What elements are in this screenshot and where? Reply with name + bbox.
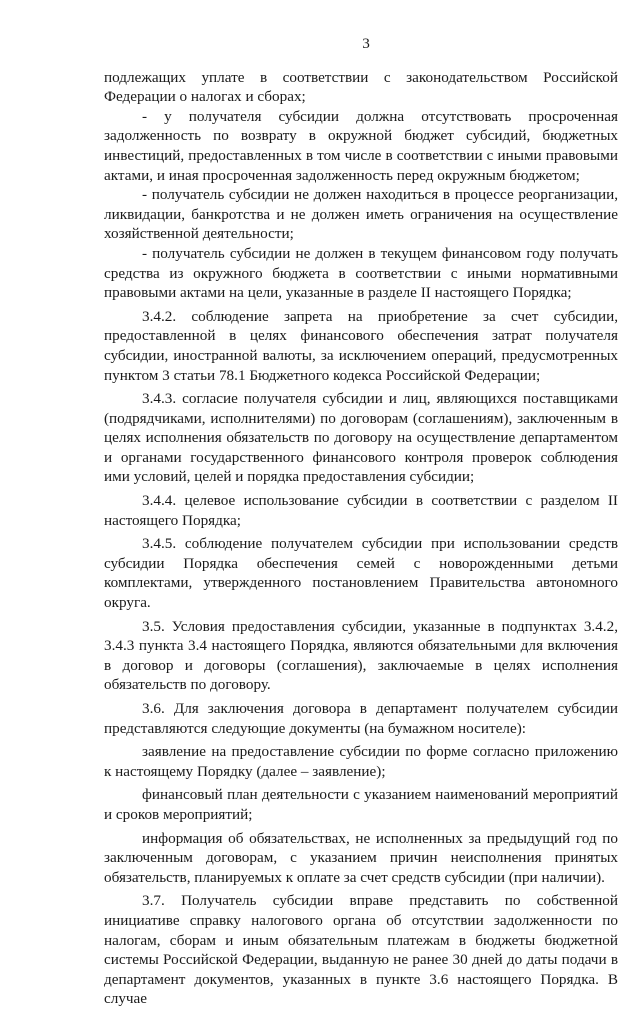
paragraph-3-7: 3.7. Получатель субсидии вправе представить по собственной инициативе справку налогового органа об отсутствии задолженности по налогам, сборам и иным обязательным платежам в бюджеты бюджетной системы Российской Федерации, выданную не ранее 30 дней до даты подачи в департамент документов, указанных в пункте 3.6 настоящего Порядка. В случае — [104, 892, 618, 1008]
paragraph-3-4-3: 3.4.3. согласие получателя субсидии и лиц, являющихся поставщиками (подрядчиками, исполнителями) по договорам (соглашениям), заключенным в целях исполнения обязательств по договору на осуществление департаментом и органами государственного финансового контроля проверок соблюдения ими условий, целей и порядка предоставления субсидии; — [104, 390, 618, 486]
paragraph-no-reorganization: - получатель субсидии не должен находиться в процессе реорганизации, ликвидации, банкротства и не должен иметь ограничения на осуществление хозяйственной деятельности; — [104, 186, 618, 243]
paragraph-3-4-2: 3.4.2. соблюдение запрета на приобретение за счет субсидии, предоставленной в целях финансового обеспечения затрат получателя субсидии, иностранной валюты, за исключением операций, предусмотренных пунктом 3 статьи 78.1 Бюджетного кодекса Российской Федерации; — [104, 307, 618, 384]
page-number: 3 — [362, 35, 370, 52]
paragraph-3-4-5: 3.4.5. соблюдение получателем субсидии при использовании средств субсидии Порядка обеспечения семей с новорожденными детьми комплектами, утвержденного постановлением Правительства автономного округа. — [104, 535, 618, 612]
paragraph-3-6: 3.6. Для заключения договора в департамент получателем субсидии представляются следующие документы (на бумажном носителе): — [104, 700, 618, 737]
paragraph-tax-continuation: подлежащих уплате в соответствии с законодательством Российской Федерации о налогах и сборах; — [104, 68, 618, 106]
paragraph-no-overdue-debt: - у получателя субсидии должна отсутствовать просроченная задолженность по возврату в окружной бюджет субсидий, бюджетных инвестиций, предоставленных в том числе в соответствии с иными правовыми актами, и иная просроченная задолженность перед окружным бюджетом; — [104, 107, 618, 184]
paragraph-3-4-4: 3.4.4. целевое использование субсидии в соответствии с разделом II настоящего Порядка; — [104, 492, 618, 529]
list-item-application: заявление на предоставление субсидии по форме согласно приложению к настоящему Порядку (далее – заявление); — [104, 743, 618, 780]
paragraph-3-5: 3.5. Условия предоставления субсидии, указанные в подпунктах 3.4.2, 3.4.3 пункта 3.4 настоящего Порядка, являются обязательными для включения в договор и договоры (соглашения), заключаемые в целях исполнения обязательств по договору. — [104, 617, 618, 694]
list-item-financial-plan: финансовый план деятельности с указанием наименований мероприятий и сроков мероприятий; — [104, 786, 618, 823]
paragraph-no-other-funds: - получатель субсидии не должен в текущем финансовом году получать средства из окружного бюджета в соответствии с иными нормативными правовыми актами на цели, указанные в разделе II настоящего Порядка; — [104, 244, 618, 302]
list-item-obligations-info: информация об обязательствах, не исполненных за предыдущий год по заключенным договорам, с указанием причин неисполнения принятых обязательств, планируемых к оплате за счет средств субсидии (при наличии). — [104, 829, 618, 886]
